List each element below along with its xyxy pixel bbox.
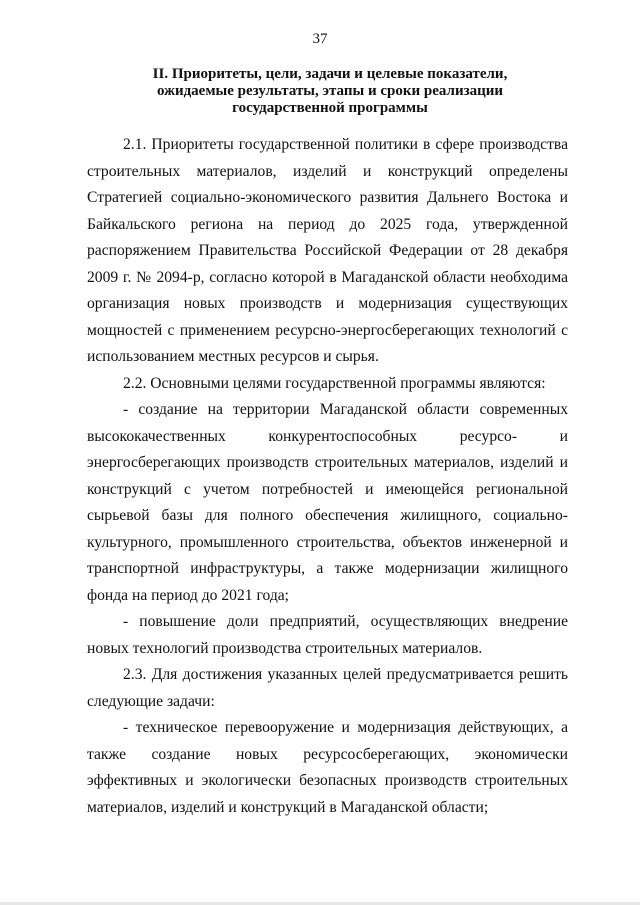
paragraph-goal-technology: - повышение доли предприятий, осуществляющих внедрение новых технологий производства строительных материалов. [87,613,568,657]
section-heading-line: ожидаемые результаты, этапы и сроки реализации [156,83,504,99]
section-heading [90,66,570,117]
document-body [87,132,568,821]
section-heading-line: государственной программы [232,100,428,116]
paragraph-task-modernization: - техническое перевооружение и модернизация действующих, а также создание новых ресурсосберегающих, экономически эффективных и экологически безопасных производств строительных материалов, изделий и конструкций в Магаданской области; [87,719,568,816]
paragraph-priorities: 2.1. Приоритеты государственной политики в сфере производства строительных материалов, изделий и конструкций определены Стратегией социально-экономического развития Дальнего Востока и Байкальского региона на период до 2025 года, утвержденной распоряжением Правительства Российской Федерации от 28 декабря 2009 г. № 2094-р, согласно которой в Магаданской области необходима организация новых производств и модернизация существующих мощностей с применением ресурсно-энергосберегающих технологий с использованием местных ресурсов и сырья. [87,136,568,365]
page-number: 37 [312,31,328,47]
section-heading-line: II. Приоритеты, цели, задачи и целевые показатели, [152,66,508,82]
paragraph-tasks-intro: 2.3. Для достижения указанных целей предусматривается решить следующие задачи: [87,666,568,710]
paragraph-goal-production: - создание на территории Магаданской области современных высококачественных конкурентоспособных ресурсо- и энергосберегающих производств строительных материалов, изделий и конструкций с учетом потребностей и имеющейся региональной сырьевой базы для полного обеспечения жилищного, социально-культурного, промышленного строительства, объектов инженерной и транспортной инфраструктуры, а также модернизации жилищного фонда на период до 2021 года; [87,401,568,604]
paragraph-goals-intro: 2.2. Основными целями государственной программы являются: [123,374,546,392]
